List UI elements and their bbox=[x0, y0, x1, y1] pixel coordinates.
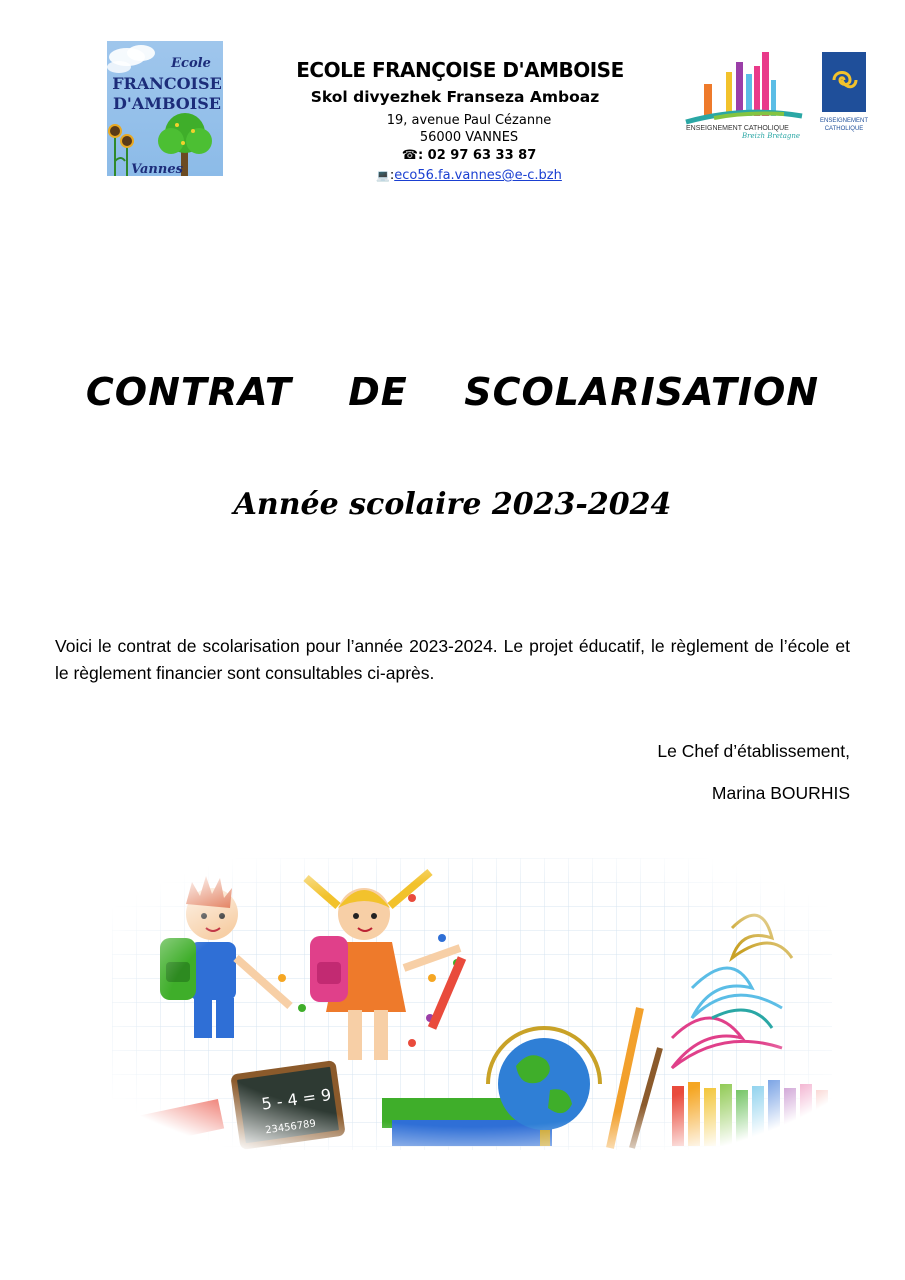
logo-text-ecole: Ecole bbox=[171, 56, 211, 71]
address-street: 19, avenue Paul Cézanne bbox=[386, 113, 552, 128]
school-children-illustration bbox=[112, 858, 832, 1150]
address-city: 56000 VANNES bbox=[419, 130, 519, 145]
intro-paragraph: Voici le contrat de scolarisation pour l’année 2023-2024. Le projet éducatif, le règlement de l’école et le règlement financier sont consultables ci-après. bbox=[55, 636, 850, 683]
ec-bretagne-logo bbox=[820, 52, 868, 136]
email-link[interactable]: eco56.fa.vannes@e-c.bzh bbox=[394, 168, 562, 183]
school-year-subtitle: Année scolaire 2023-2024 bbox=[233, 487, 672, 522]
school-name: ECOLE FRANÇOISE D'AMBOISE bbox=[296, 58, 624, 82]
logo-text-name2: D'AMBOISE bbox=[113, 94, 221, 113]
school-name-breton: Skol divyezhek Franseza Amboaz bbox=[310, 88, 600, 106]
email-prefix: : bbox=[389, 168, 395, 183]
ec2-logo-text: ENSEIGNEMENT bbox=[820, 118, 868, 124]
ec2-logo-subtext: CATHOLIQUE bbox=[824, 126, 864, 132]
computer-icon: 💻 bbox=[376, 169, 390, 182]
enseignement-catholique-logo bbox=[684, 50, 804, 140]
telephone-icon: ☎ bbox=[401, 148, 418, 163]
logo-text-name1: FRANCOISE bbox=[112, 74, 222, 93]
school-logo bbox=[107, 41, 223, 176]
address-phone bbox=[340, 148, 598, 163]
address-email bbox=[340, 168, 598, 183]
phone-number: : 02 97 63 33 87 bbox=[417, 148, 537, 163]
ec-logo-subtext: Breizh Bretagne bbox=[742, 132, 801, 140]
ec-logo-text: ENSEIGNEMENT CATHOLIQUE bbox=[686, 125, 789, 132]
signature-name: Marina BOURHIS bbox=[711, 783, 850, 803]
logo-text-city: Vannes bbox=[131, 162, 183, 176]
document-title: CONTRAT DE SCOLARISATION bbox=[85, 370, 820, 414]
signature-role: Le Chef d’établissement, bbox=[657, 741, 850, 761]
